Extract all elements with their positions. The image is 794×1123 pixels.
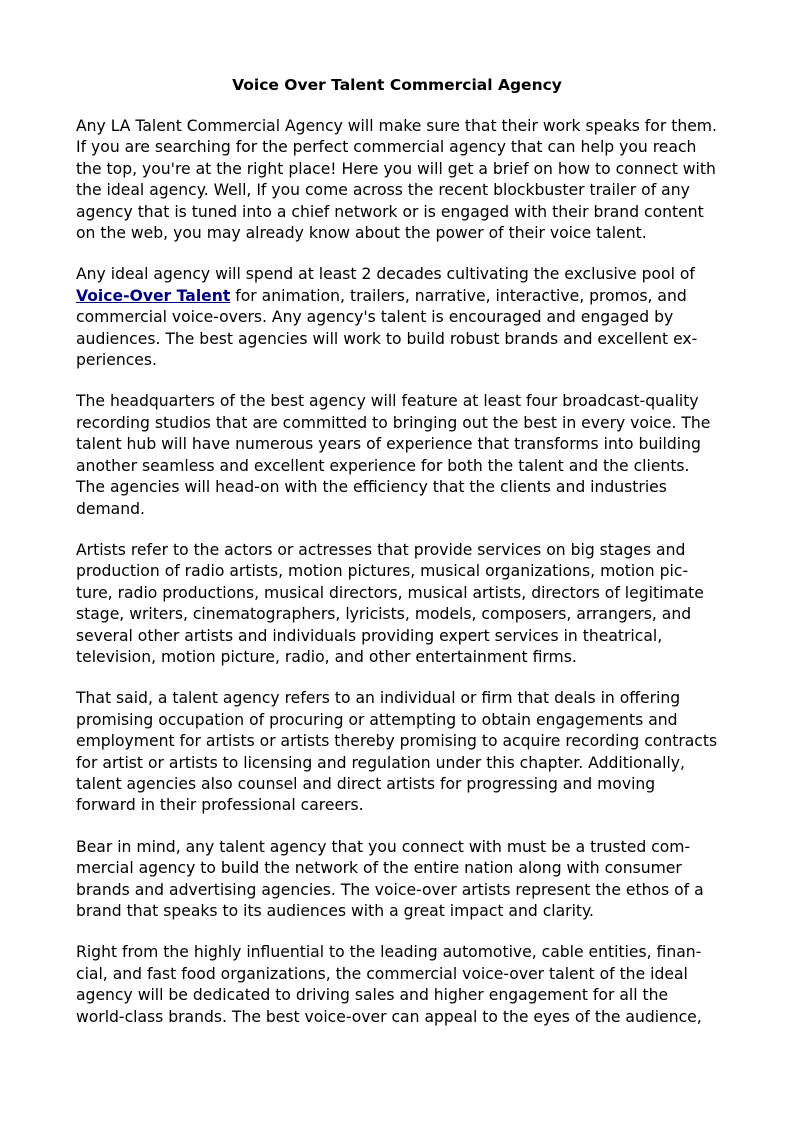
- paragraph-pool-after: for animation, trailers, narrative, interactive, promos, and commercial voice-overs. Any agency's talent is encouraged and engaged by audiences. The best agencies will work to build robust brands and excellent experiences.: [76, 286, 698, 370]
- document-page: [76, 74, 718, 1048]
- paragraph-pool-before: Any ideal agency will spend at least 2 decades cultivating the exclusive pool of: [76, 265, 695, 284]
- paragraph-right-from: Right from the highly influential to the leading automotive, cable entities, financial, and fast food organizations, the commercial voice-over talent of the ideal agency will be dedicated to driving sales and higher engagement for all the world-class brands. The best voice-over can appeal to the eyes of the audience,: [76, 943, 702, 1026]
- paragraph-bear-in-mind: Bear in mind, any talent agency that you connect with must be a trusted commercial agency to build the network of the entire nation along with consumer brands and advertising agencies. The voice-over artists represent the ethos of a brand that speaks to its audiences with a great impact and clarity.: [76, 837, 704, 920]
- paragraph-intro: Any LA Talent Commercial Agency will make sure that their work speaks for them. If you are searching for the perfect commercial agency that can help you reach the top, you're at the right place! Here you will get a brief on how to connect with the ideal agency. Well, If you come across the recent blockbuster trailer of any agency that is tuned into a chief network or is engaged with their brand content on the web, you may already know about the power of their voice talent.: [76, 117, 717, 243]
- paragraph-pool: [76, 264, 718, 371]
- voice-over-talent-link[interactable]: Voice-Over Talent: [76, 286, 231, 305]
- paragraph-talent-agency: That said, a talent agency refers to an individual or firm that deals in offering promising occupation of procuring or attempting to obtain engagements and employment for artists or artists thereby promising to acquire recording contracts for artist or artists to licensing and regulation under this chapter. Additionally, talent agencies also counsel and direct artists for progressing and moving forward in their professional careers.: [76, 689, 718, 815]
- paragraph-headquarters: The headquarters of the best agency will feature at least four broadcast-quality recording studios that are committed to bringing out the best in every voice. The talent hub will have numerous years of experience that transforms into building another seamless and excellent experience for both the talent and the clients. The agencies will head-on with the efficiency that the clients and industries demand.: [76, 392, 711, 518]
- paragraph-artists: Artists refer to the actors or actresses that provide services on big stages and production of radio artists, motion pictures, musical organizations, motion picture, radio productions, musical directors, musical artists, directors of legitimate stage, writers, cinematographers, lyricists, models, composers, arrangers, and several other artists and individuals providing expert services in theatrical, television, motion picture, radio, and other entertainment firms.: [76, 540, 704, 666]
- document-title: Voice Over Talent Commercial Agency: [232, 76, 562, 94]
